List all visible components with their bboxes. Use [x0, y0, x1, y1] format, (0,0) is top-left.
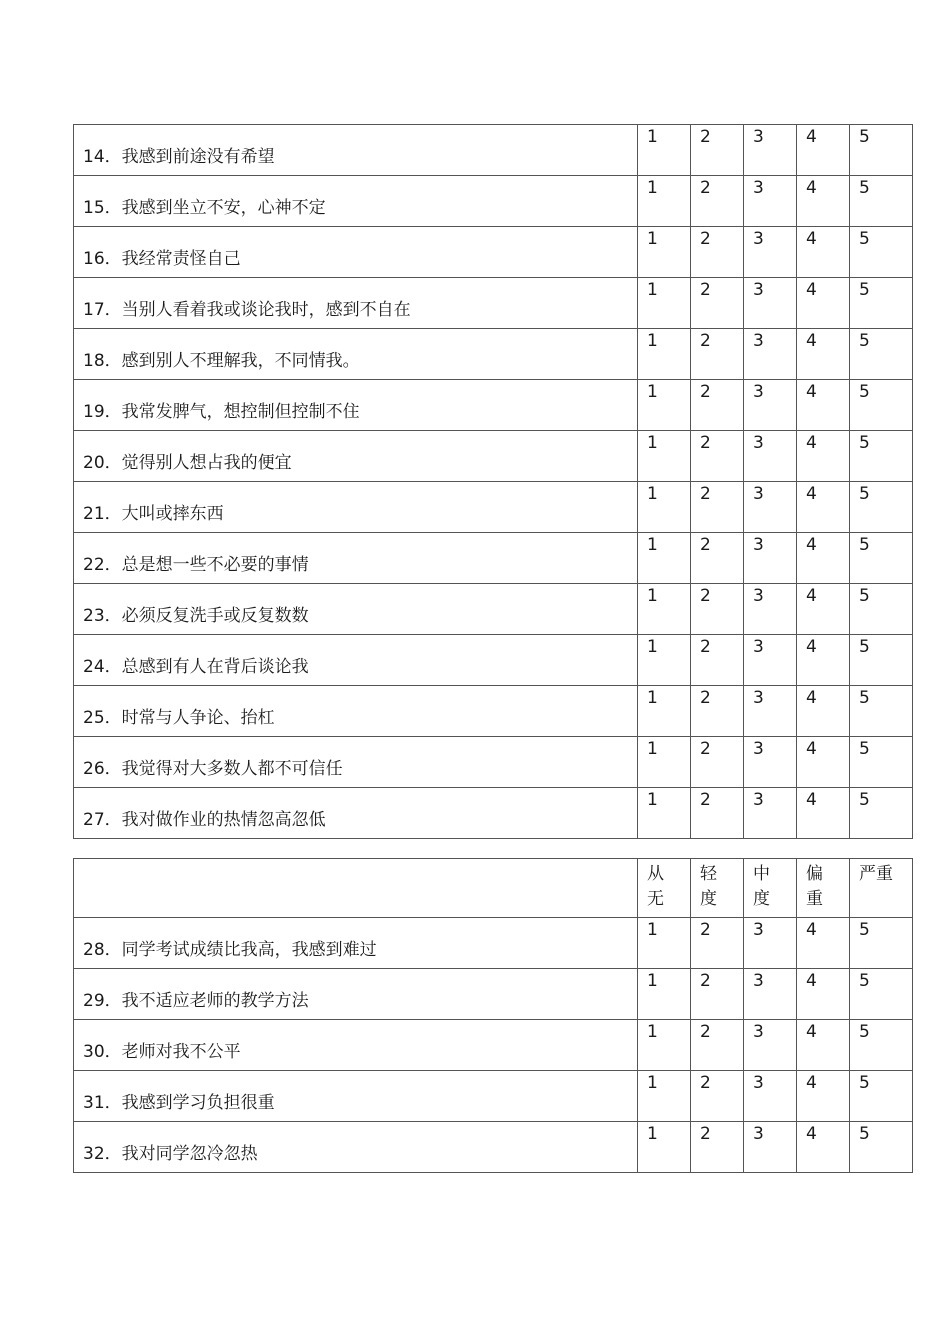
rating-option-4[interactable]: 4: [797, 533, 850, 584]
rating-option-3[interactable]: 3: [744, 918, 797, 969]
rating-option-1[interactable]: 1: [638, 431, 691, 482]
question-row: [74, 533, 913, 584]
rating-option-4[interactable]: 4: [797, 584, 850, 635]
rating-option-4[interactable]: 4: [797, 737, 850, 788]
rating-option-2[interactable]: 2: [691, 227, 744, 278]
question-row: [74, 969, 913, 1020]
question-text: 20．觉得别人想占我的便宜: [74, 431, 638, 482]
rating-option-3[interactable]: 3: [744, 686, 797, 737]
question-text: 32．我对同学忽冷忽热: [74, 1122, 638, 1173]
question-row: [74, 737, 913, 788]
rating-option-2[interactable]: 2: [691, 176, 744, 227]
rating-option-5[interactable]: 5: [850, 1071, 913, 1122]
rating-option-2[interactable]: 2: [691, 533, 744, 584]
rating-option-5[interactable]: 5: [850, 1020, 913, 1071]
rating-option-1[interactable]: 1: [638, 227, 691, 278]
rating-option-3[interactable]: 3: [744, 329, 797, 380]
rating-option-3[interactable]: 3: [744, 1122, 797, 1173]
question-text: 31．我感到学习负担很重: [74, 1071, 638, 1122]
rating-option-4[interactable]: 4: [797, 686, 850, 737]
question-row: [74, 431, 913, 482]
rating-option-5[interactable]: 5: [850, 584, 913, 635]
question-text: 17．当别人看着我或谈论我时，感到不自在: [74, 278, 638, 329]
rating-option-4[interactable]: 4: [797, 380, 850, 431]
questionnaire-table-2-body: [74, 859, 913, 1173]
question-text: 30．老师对我不公平: [74, 1020, 638, 1071]
rating-option-1[interactable]: 1: [638, 686, 691, 737]
rating-option-1[interactable]: 1: [638, 788, 691, 839]
question-text: 24．总感到有人在背后谈论我: [74, 635, 638, 686]
rating-option-5[interactable]: 5: [850, 482, 913, 533]
rating-option-5[interactable]: 5: [850, 278, 913, 329]
rating-option-3[interactable]: 3: [744, 533, 797, 584]
rating-option-5[interactable]: 5: [850, 635, 913, 686]
rating-option-1[interactable]: 1: [638, 278, 691, 329]
rating-option-1[interactable]: 1: [638, 635, 691, 686]
rating-option-2[interactable]: 2: [691, 1020, 744, 1071]
question-text: 19．我常发脾气，想控制但控制不住: [74, 380, 638, 431]
question-row: [74, 788, 913, 839]
rating-option-5[interactable]: 5: [850, 686, 913, 737]
question-row: [74, 686, 913, 737]
rating-option-1[interactable]: 1: [638, 918, 691, 969]
rating-option-5[interactable]: 5: [850, 380, 913, 431]
scale-header-row: [74, 859, 913, 918]
question-text: 26．我觉得对大多数人都不可信任: [74, 737, 638, 788]
rating-option-2[interactable]: 2: [691, 1071, 744, 1122]
rating-option-2[interactable]: 2: [691, 686, 744, 737]
rating-option-4[interactable]: 4: [797, 278, 850, 329]
rating-option-5[interactable]: 5: [850, 533, 913, 584]
rating-option-3[interactable]: 3: [744, 125, 797, 176]
header-mild: 轻 度: [691, 859, 744, 918]
rating-option-5[interactable]: 5: [850, 788, 913, 839]
rating-option-1[interactable]: 1: [638, 482, 691, 533]
rating-option-1[interactable]: 1: [638, 125, 691, 176]
question-text: 23．必须反复洗手或反复数数: [74, 584, 638, 635]
rating-option-1[interactable]: 1: [638, 584, 691, 635]
question-text: 22．总是想一些不必要的事情: [74, 533, 638, 584]
question-row: [74, 918, 913, 969]
question-row: [74, 125, 913, 176]
rating-option-2[interactable]: 2: [691, 584, 744, 635]
questionnaire-table-1-body: [74, 125, 913, 839]
header-fairly-severe: 偏 重: [797, 859, 850, 918]
rating-option-2[interactable]: 2: [691, 737, 744, 788]
question-text: 27．我对做作业的热情忽高忽低: [74, 788, 638, 839]
question-row: [74, 227, 913, 278]
rating-option-5[interactable]: 5: [850, 969, 913, 1020]
rating-option-3[interactable]: 3: [744, 431, 797, 482]
rating-option-2[interactable]: 2: [691, 969, 744, 1020]
question-text: 16．我经常责怪自己: [74, 227, 638, 278]
rating-option-3[interactable]: 3: [744, 176, 797, 227]
rating-option-5[interactable]: 5: [850, 227, 913, 278]
question-row: [74, 1122, 913, 1173]
question-row: [74, 482, 913, 533]
rating-option-2[interactable]: 2: [691, 278, 744, 329]
rating-option-3[interactable]: 3: [744, 788, 797, 839]
question-text: 28．同学考试成绩比我高，我感到难过: [74, 918, 638, 969]
rating-option-5[interactable]: 5: [850, 737, 913, 788]
question-text: 21．大叫或摔东西: [74, 482, 638, 533]
rating-option-2[interactable]: 2: [691, 380, 744, 431]
rating-option-1[interactable]: 1: [638, 1020, 691, 1071]
rating-option-1[interactable]: 1: [638, 533, 691, 584]
rating-option-3[interactable]: 3: [744, 1020, 797, 1071]
header-moderate: 中 度: [744, 859, 797, 918]
rating-option-3[interactable]: 3: [744, 635, 797, 686]
rating-option-4[interactable]: 4: [797, 482, 850, 533]
rating-option-1[interactable]: 1: [638, 176, 691, 227]
rating-option-3[interactable]: 3: [744, 278, 797, 329]
rating-option-3[interactable]: 3: [744, 737, 797, 788]
question-row: [74, 1071, 913, 1122]
rating-option-4[interactable]: 4: [797, 788, 850, 839]
question-row: [74, 176, 913, 227]
rating-option-2[interactable]: 2: [691, 431, 744, 482]
rating-option-5[interactable]: 5: [850, 176, 913, 227]
rating-option-1[interactable]: 1: [638, 1122, 691, 1173]
question-row: [74, 380, 913, 431]
rating-option-5[interactable]: 5: [850, 125, 913, 176]
rating-option-2[interactable]: 2: [691, 635, 744, 686]
rating-option-4[interactable]: 4: [797, 635, 850, 686]
rating-option-3[interactable]: 3: [744, 969, 797, 1020]
rating-option-3[interactable]: 3: [744, 227, 797, 278]
rating-option-4[interactable]: 4: [797, 918, 850, 969]
header-blank-cell: [74, 859, 638, 918]
rating-option-4[interactable]: 4: [797, 227, 850, 278]
rating-option-4[interactable]: 4: [797, 969, 850, 1020]
questionnaire-table-1: [73, 124, 913, 839]
rating-option-1[interactable]: 1: [638, 1071, 691, 1122]
rating-option-2[interactable]: 2: [691, 1122, 744, 1173]
header-severe: 严重: [850, 859, 913, 918]
question-row: [74, 635, 913, 686]
rating-option-4[interactable]: 4: [797, 1071, 850, 1122]
rating-option-4[interactable]: 4: [797, 125, 850, 176]
rating-option-4[interactable]: 4: [797, 329, 850, 380]
rating-option-5[interactable]: 5: [850, 329, 913, 380]
rating-option-2[interactable]: 2: [691, 482, 744, 533]
rating-option-4[interactable]: 4: [797, 176, 850, 227]
rating-option-1[interactable]: 1: [638, 737, 691, 788]
rating-option-4[interactable]: 4: [797, 431, 850, 482]
rating-option-2[interactable]: 2: [691, 125, 744, 176]
rating-option-4[interactable]: 4: [797, 1020, 850, 1071]
question-row: [74, 278, 913, 329]
rating-option-2[interactable]: 2: [691, 329, 744, 380]
rating-option-3[interactable]: 3: [744, 482, 797, 533]
rating-option-5[interactable]: 5: [850, 918, 913, 969]
question-row: [74, 584, 913, 635]
rating-option-3[interactable]: 3: [744, 380, 797, 431]
rating-option-2[interactable]: 2: [691, 788, 744, 839]
rating-option-1[interactable]: 1: [638, 329, 691, 380]
rating-option-2[interactable]: 2: [691, 918, 744, 969]
rating-option-4[interactable]: 4: [797, 1122, 850, 1173]
question-row: [74, 1020, 913, 1071]
rating-option-3[interactable]: 3: [744, 584, 797, 635]
question-text: 29．我不适应老师的教学方法: [74, 969, 638, 1020]
question-row: [74, 329, 913, 380]
question-text: 25．时常与人争论、抬杠: [74, 686, 638, 737]
rating-option-5[interactable]: 5: [850, 1122, 913, 1173]
rating-option-1[interactable]: 1: [638, 969, 691, 1020]
questionnaire-table-2: [73, 858, 913, 1173]
header-never: 从 无: [638, 859, 691, 918]
rating-option-3[interactable]: 3: [744, 1071, 797, 1122]
question-text: 14．我感到前途没有希望: [74, 125, 638, 176]
rating-option-5[interactable]: 5: [850, 431, 913, 482]
question-text: 15．我感到坐立不安，心神不定: [74, 176, 638, 227]
rating-option-1[interactable]: 1: [638, 380, 691, 431]
question-text: 18．感到别人不理解我，不同情我。: [74, 329, 638, 380]
